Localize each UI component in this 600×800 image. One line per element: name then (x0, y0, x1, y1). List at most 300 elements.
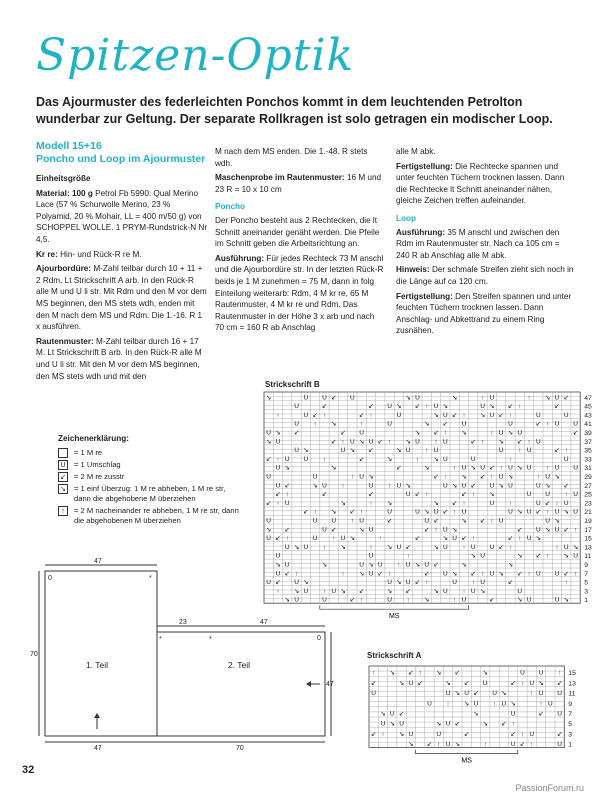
chart-symbol: ↘ (284, 596, 290, 604)
chart-symbol: ↑ (564, 447, 568, 455)
chart-symbol: U (396, 411, 402, 419)
chart-symbol: ↘ (293, 543, 300, 551)
chart-symbol: U (387, 596, 392, 604)
chart-symbol: ↑ (276, 455, 280, 463)
chart-symbol: ↑ (425, 491, 429, 499)
chart-symbol: ↑ (539, 700, 543, 708)
legend-symbol-icon: U (58, 460, 68, 470)
chart-symbol: U (573, 491, 578, 499)
chart-symbol: ↙ (544, 499, 551, 507)
chart-symbol: ↙ (517, 526, 523, 534)
chart-symbol: U (508, 464, 513, 472)
chart-symbol: ↙ (454, 720, 461, 728)
chart-symbol: U (489, 394, 495, 402)
chart-symbol: U (380, 720, 386, 728)
chart-symbol: ↙ (479, 517, 486, 525)
poncho-heading: Poncho (215, 202, 246, 212)
chart-symbol: U (294, 596, 299, 604)
chart-symbol: ↑ (527, 438, 531, 446)
legend-symbol-icon: ↘ (58, 484, 68, 494)
chart-symbol: U (573, 420, 578, 428)
chart-symbol: ↙ (321, 403, 328, 411)
chart-symbol: ↙ (554, 447, 560, 455)
chart-symbol: ↙ (349, 508, 356, 516)
chart-symbol: ↑ (350, 517, 354, 525)
chart-symbol: ↙ (368, 491, 374, 499)
chart-symbol: ↙ (507, 579, 514, 587)
chart-symbol: ↘ (424, 420, 430, 428)
chart-symbol: ↘ (454, 741, 461, 749)
dim-left: 70 (30, 651, 38, 658)
chart-symbol: U (529, 730, 535, 738)
part1-label: 1. Teil (86, 660, 109, 670)
chart-symbol: ↘ (489, 491, 495, 499)
chart-symbol: ↑ (564, 579, 568, 587)
chart-symbol: ↑ (381, 730, 385, 738)
chart-symbol: ↘ (349, 447, 356, 455)
chart-symbol: ↙ (377, 570, 383, 578)
chart-symbol: U (445, 741, 451, 749)
chart-symbol: U (399, 720, 404, 728)
chart-symbol: U (340, 447, 346, 455)
loop-ausfuehrung: Ausführung: 35 M anschl und zwischen den Rdm im Rautenmuster str. Nach ca 105 cm = 240 R ab Anschlag alle M abk. (396, 227, 560, 260)
chart-symbol: U (554, 420, 560, 428)
chart-symbol: U (284, 543, 290, 551)
row-number-label: 31 (584, 465, 592, 473)
chart-symbol: ↙ (405, 543, 411, 551)
chart-symbol: ↑ (322, 587, 327, 595)
chart-symbol: ↘ (284, 464, 290, 472)
chart-symbol: U (492, 690, 497, 698)
chart-symbol: U (408, 679, 414, 687)
chart-symbol: ↘ (489, 403, 495, 411)
chart-symbol: ↙ (408, 669, 414, 677)
chart-symbol: U (517, 587, 523, 595)
zero-mark-2: 0 (317, 635, 321, 642)
chart-symbol: ↘ (517, 596, 523, 604)
chart-symbol: U (266, 517, 272, 525)
chart-symbol: ↙ (563, 570, 569, 578)
chart-symbol: ↘ (340, 587, 346, 595)
chart-symbol: ↘ (398, 679, 405, 687)
chart-symbol: ↙ (507, 403, 514, 411)
chart-symbol: ↘ (331, 464, 337, 472)
chart-symbol: U (368, 526, 374, 534)
chart-symbol: U (489, 411, 495, 419)
chart-symbol: U (303, 543, 309, 551)
chart-symbol: U (526, 464, 532, 472)
dim-top2b: 47 (260, 619, 268, 626)
chart-symbol: ↑ (555, 499, 559, 507)
chart-symbol: ↙ (489, 596, 495, 604)
legend-text: = 2 M re zusstr (74, 472, 125, 481)
legend-text: = 2 M nacheinander re abheben, 1 M re str, dann die abgehobenen M überziehen (74, 506, 239, 525)
chart-symbol: ↙ (556, 730, 563, 738)
chart-symbol: ↙ (284, 526, 290, 534)
chart-symbol: ↑ (520, 730, 525, 738)
chart-symbol: ↑ (387, 438, 392, 446)
chart-symbol: U (415, 438, 420, 446)
chart-symbol: U (573, 508, 578, 516)
chart-symbol: U (405, 579, 411, 587)
chart-symbol: U (433, 508, 439, 516)
chart-symbol: U (387, 403, 392, 411)
chart-symbol: ↘ (349, 535, 356, 543)
hinweis-paragraph: Hinweis: Der schmale Streifen zieht sich noch in die Länge auf ca 120 cm. (396, 265, 574, 286)
chart-symbol: ↑ (518, 447, 522, 455)
chart-symbol: U (545, 517, 551, 525)
row-number-label: 13 (568, 680, 576, 688)
chart-symbol: U (554, 526, 560, 534)
chart-symbol: ↙ (510, 730, 516, 738)
chart-symbol: U (349, 438, 355, 446)
chart-symbol: ↙ (498, 411, 504, 419)
chart-symbol: ↘ (331, 420, 337, 428)
chart-symbol: ↑ (360, 420, 364, 428)
legend-item (58, 448, 244, 458)
chart-symbol: ↑ (462, 587, 466, 595)
row-number-label: 7 (568, 711, 573, 718)
chart-symbol: U (535, 526, 541, 534)
chart-symbol: ↘ (507, 561, 514, 569)
chart-symbol: ↘ (293, 587, 300, 595)
chart-symbol: ↘ (265, 438, 272, 446)
chart-symbol: ↙ (538, 710, 544, 718)
chart-symbol: U (405, 561, 411, 569)
poncho-paragraph: Der Poncho besteht aus 2 Rechtecken, die lt Schnitt aneinander genäht werden. Die Pfeile im Schnitt geben die Arbeitsrichtung an. (215, 215, 380, 249)
dim-top1: 47 (94, 558, 102, 565)
chart-symbol: U (526, 491, 532, 499)
chart-symbol: U (303, 587, 309, 595)
chart-symbol: ↘ (331, 508, 337, 516)
chart-symbol: ↘ (451, 526, 458, 534)
chart-symbol: ↘ (461, 517, 467, 525)
chart-symbol: U (464, 690, 470, 698)
chart-symbol: ↑ (350, 473, 354, 481)
rauten-paragraph: Rautenmuster: M-Zahl teilbar durch 16 + 17 M. Lt Strickschrift B arb. In den Rück-R alle M und U li str. Mit den M vor dem MS beginnen, den MS stets wdh und mit den (36, 336, 202, 381)
chart-symbol: U (545, 473, 551, 481)
chart-symbol: U (520, 669, 525, 677)
chart-symbol: ↑ (322, 543, 327, 551)
chart-symbol: ↑ (508, 411, 513, 419)
chart-symbol: ↙ (331, 526, 337, 534)
row-number-label: 5 (584, 579, 588, 587)
chart-symbol: ↑ (322, 455, 327, 463)
chart-symbol: ↙ (535, 552, 542, 560)
chart-symbol: ↙ (349, 596, 356, 604)
chart-symbol: ↘ (321, 561, 328, 569)
chart-symbol: ↙ (507, 535, 514, 543)
chart-symbol: ↙ (368, 447, 374, 455)
chart-symbol: U (371, 690, 377, 698)
chart-symbol: U (275, 552, 281, 560)
chart-symbol: ↘ (461, 561, 467, 569)
chart-symbol: U (535, 570, 541, 578)
chart-symbol: U (368, 482, 374, 490)
chart-symbol: ↙ (479, 473, 486, 481)
chart-symbol: U (266, 535, 272, 543)
chart-symbol: U (557, 690, 563, 698)
chart-symbol: U (535, 411, 541, 419)
chart-symbol: ↙ (275, 491, 281, 499)
chart-symbol: U (275, 464, 281, 472)
chart-symbol: U (526, 508, 532, 516)
kr-paragraph: Kr re: Hin- und Rück-R re M. (36, 249, 142, 259)
legend-title: Zeichenerklärung: (58, 434, 129, 443)
chart-symbol: ↑ (285, 535, 289, 543)
chart-symbol: ↘ (386, 543, 393, 551)
chart-symbol: ↑ (508, 455, 513, 463)
chart-symbol: ↘ (340, 499, 346, 507)
chart-symbol: U (427, 700, 432, 708)
col2-continued: M nach dem MS enden. Die 1.-48. R stets wdh. (215, 147, 368, 168)
chart-symbol: ↘ (408, 741, 414, 749)
chart-symbol: U (510, 710, 516, 718)
chart-symbol: ↘ (482, 720, 488, 728)
loop-fertigstellung: Fertigstellung: Den Streifen spannen und unter feuchten Tüchern trocknen lassen. Dann Anschlag- und Abkettrand zu einem Ring zusnähen. (396, 291, 572, 336)
row-number-label: 3 (584, 588, 588, 596)
chart-symbol: U (563, 455, 569, 463)
chart-symbol: ↙ (433, 473, 439, 481)
chart-symbol: ↙ (396, 464, 402, 472)
chart-symbol: U (312, 473, 318, 481)
chart-symbol: ↙ (433, 429, 439, 437)
row-number-label: 27 (584, 482, 592, 490)
chart-symbol: U (461, 464, 467, 472)
chart-symbol: ↑ (406, 552, 410, 560)
chart-symbol: ↙ (265, 455, 272, 463)
chart-symbol: U (498, 429, 504, 437)
chart-symbol: ↙ (554, 403, 560, 411)
chart-symbol: U (275, 482, 281, 490)
chart-symbol: U (557, 741, 563, 749)
material-paragraph: Material: 100 g Petrol Fb 5990: Qual Merino Lace (57 % Schurwolle Merino, 23 % Polyamid, 20 % Mohair, LL = 400 m/50 g) von SCHOPPEL WOLLE. 1 PRYM-Rundstrick-N Nr 4,5. (36, 188, 208, 244)
watermark: PassionForum.ru (515, 783, 584, 793)
chart-symbol: ↘ (433, 499, 439, 507)
chart-symbol: ↘ (405, 482, 411, 490)
chart-symbol: ↑ (546, 508, 550, 516)
chart-symbol: ↑ (387, 570, 392, 578)
chart-symbol: ↘ (358, 438, 365, 446)
chart-symbol: ↘ (498, 570, 504, 578)
chart-symbol: ↙ (340, 429, 346, 437)
chart-symbol: ↘ (544, 394, 551, 402)
chart-symbol: U (508, 508, 513, 516)
chart-symbol: U (359, 473, 365, 481)
chart-symbol: ↙ (358, 411, 365, 419)
chart-symbol: ↙ (572, 429, 579, 437)
chart-symbol: ↑ (453, 596, 457, 604)
chart-symbol: U (322, 596, 327, 604)
chart-symbol: ↘ (424, 596, 430, 604)
chart-symbol: ↘ (436, 720, 442, 728)
part2-rect (157, 632, 325, 736)
chart-symbol: ↘ (424, 508, 430, 516)
chart-symbol: ↙ (517, 438, 523, 446)
chart-symbol: U (501, 700, 507, 708)
chart-symbol: ↘ (433, 411, 439, 419)
row-number-label: 41 (584, 421, 592, 429)
chart-symbol: ↑ (341, 482, 345, 490)
chart-symbol: U (405, 491, 411, 499)
chart-symbol: ↘ (507, 473, 514, 481)
chart-symbol: ↙ (370, 730, 377, 738)
chart-symbol: ↘ (424, 464, 430, 472)
chart-symbol: U (284, 455, 290, 463)
chart-symbol: ↑ (285, 491, 289, 499)
chart-symbol: ↘ (517, 508, 523, 516)
chart-symbol: ↑ (341, 438, 345, 446)
chart-symbol: ↑ (530, 690, 534, 698)
chart-symbol: U (480, 403, 485, 411)
chart-symbol: U (554, 596, 560, 604)
chart-symbol: ↑ (387, 482, 392, 490)
chart-symbol: ↑ (527, 570, 531, 578)
chart-symbol: ↘ (454, 690, 461, 698)
chart-symbol: ↘ (396, 447, 402, 455)
chart-symbol: U (554, 464, 560, 472)
chart-symbol: U (489, 543, 495, 551)
chart-symbol: U (554, 508, 560, 516)
chart-symbol: U (563, 543, 569, 551)
chart-symbol: ↘ (389, 669, 395, 677)
chart-symbol: U (526, 596, 532, 604)
chart-symbol: ↘ (461, 429, 467, 437)
chart-symbol: ↙ (358, 587, 365, 595)
chart-symbol: U (510, 741, 516, 749)
chart-symbol: ↑ (518, 403, 522, 411)
chart-symbol: ↘ (386, 499, 393, 507)
chart-symbol: ↑ (564, 491, 568, 499)
chart-symbol: ↙ (556, 679, 563, 687)
chart-symbol: ↘ (535, 535, 542, 543)
poncho-schematic (28, 558, 338, 753)
chart-symbol: ↙ (433, 517, 439, 525)
chart-symbol: ↘ (396, 403, 402, 411)
chart-symbol: U (415, 508, 420, 516)
chart-symbol: ↙ (473, 690, 479, 698)
chart-symbol: ↘ (275, 429, 281, 437)
chart-symbol: ↑ (294, 570, 299, 578)
chart-symbol: ↘ (368, 561, 374, 569)
part2-label: 2. Teil (228, 660, 251, 670)
chart-symbol: U (303, 394, 309, 402)
chart-symbol: ↑ (462, 411, 466, 419)
chart-symbol: ↙ (414, 403, 421, 411)
size-label: Einheitsgröße (36, 174, 91, 183)
row-number-label: 33 (584, 456, 592, 464)
chart-symbol: U (473, 700, 479, 708)
chart-symbol: U (275, 570, 281, 578)
chart-symbol: ↘ (517, 552, 523, 560)
chart-symbol: ↘ (405, 394, 411, 402)
chart-symbol: ↙ (510, 679, 516, 687)
chart-symbol: ↑ (499, 464, 503, 472)
chart-symbol: U (359, 429, 365, 437)
ms-label: MS (461, 757, 472, 764)
chart-symbol: U (408, 730, 414, 738)
chart-symbol: U (573, 552, 578, 560)
chart-symbol: ↙ (519, 741, 526, 749)
chart-symbol: U (538, 669, 544, 677)
poncho-ausfuehrung: Ausführung: Für jedes Rechteck 73 M anschl und die Ajourbordüre str. In der letzten Rück-R beids je 1 M zunehmen = 75 M, dann in folg Einteilung weiterarb: Rdm, 4 M kr re, 65 M Rautenmuster, 4 M kr re und Rdm. Das Rautenmuster in der Höhe 3 x arb und nach 70 cm = 160 R ab Anschlag (215, 253, 384, 333)
chart-symbol: U (498, 447, 504, 455)
chart-symbol: ↘ (380, 710, 386, 718)
chart-symbol: U (508, 420, 513, 428)
chart-symbol: ↙ (454, 669, 461, 677)
chart-symbol: ↑ (518, 535, 522, 543)
chart-symbol: U (303, 455, 309, 463)
chart-symbol: ↙ (470, 438, 476, 446)
chart-symbol: ↘ (265, 526, 272, 534)
chart-symbol: ↘ (303, 579, 309, 587)
chart-symbol: U (445, 720, 451, 728)
chart-symbol: U (573, 464, 578, 472)
chart-symbol: ↙ (405, 587, 411, 595)
legend-text: = 1 M re (74, 448, 103, 457)
chart-symbol: U (442, 543, 448, 551)
chart-symbol: U (405, 447, 411, 455)
row-number-label: 13 (584, 544, 592, 552)
chart-symbol: ↘ (340, 543, 346, 551)
chart-symbol: ↙ (563, 482, 569, 490)
row-number-label: 19 (584, 518, 592, 525)
chart-symbol: ↙ (284, 482, 290, 490)
chart-symbol: ↑ (471, 579, 475, 587)
chart-symbol: ↑ (480, 438, 485, 446)
chart-symbol: ↙ (312, 411, 318, 419)
column-3 (396, 146, 574, 340)
chart-symbol: U (266, 473, 272, 481)
chart-symbol: ↙ (368, 403, 374, 411)
row-number-label: 7 (584, 570, 588, 578)
chart-symbol: U (424, 561, 430, 569)
page-number: 32 (22, 764, 35, 776)
knitting-chart-a (367, 664, 592, 764)
chart-symbol: ↑ (511, 720, 515, 728)
chart-symbol: ↑ (443, 473, 447, 481)
row-number-label: 43 (584, 412, 592, 420)
row-number-label: 5 (568, 721, 573, 729)
chart-symbol: ↑ (397, 561, 401, 569)
legend-text: = 1 einf Überzug: 1 M re abheben, 1 M re str, dann die abgehobene M überziehen (74, 484, 226, 503)
chart-symbol: ↑ (406, 596, 410, 604)
chart-symbol: ↑ (434, 526, 438, 534)
chart-symbol: ↘ (405, 438, 411, 446)
chart-symbol: ↘ (436, 669, 442, 677)
chart-symbol: U (442, 482, 448, 490)
chart-symbol: ↘ (501, 690, 507, 698)
chart-symbol: U (359, 517, 365, 525)
row-number-label: 15 (584, 535, 592, 543)
chart-symbol: ↙ (461, 535, 467, 543)
chart-symbol: U (445, 690, 451, 698)
chart-symbol: ↘ (433, 587, 439, 595)
row-number-label: 29 (584, 474, 592, 481)
chart-symbol: ↑ (508, 499, 513, 507)
chart-symbol: U (322, 394, 327, 402)
row-number-label: 3 (568, 731, 573, 739)
legend-symbol-icon: ↙ (58, 472, 68, 482)
chart-symbol: ↙ (442, 508, 449, 516)
chart-symbol: ↑ (546, 420, 550, 428)
chart-symbol: ↘ (470, 552, 476, 560)
row-number-label: 35 (584, 447, 592, 455)
row-number-label: 23 (584, 500, 592, 508)
chart-symbol: ↑ (480, 394, 485, 402)
chart-symbol: ↑ (425, 579, 429, 587)
ajour-paragraph: Ajourbordüre: M-Zahl teilbar durch 10 + 11 + 2 Rdm. Lt Strickschrift A arb. In den Rück-R alle M und U li str. Mit Rdm und den M vor dem MS beginnen, den MS stets wdh, enden mit den M nach dem MS und Rdm. Die 1.-16. R 1 x ausführen. (36, 264, 207, 332)
